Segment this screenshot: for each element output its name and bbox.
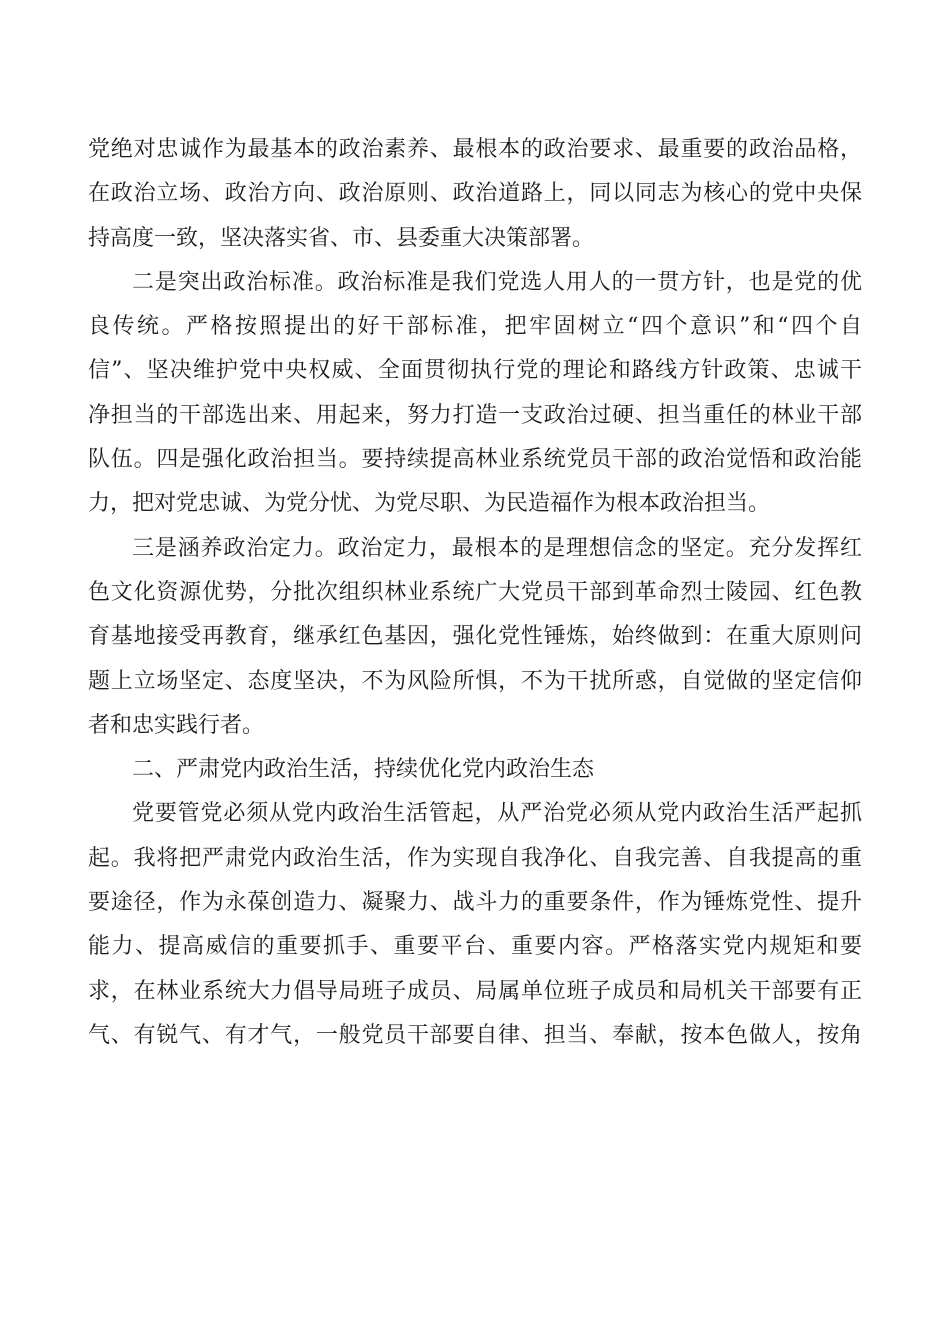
paragraph-2-line-6: 力，把对党忠诚、为党分忧、为党尽职、为民造福作为根本政治担当。 (88, 491, 771, 517)
document-body (88, 128, 862, 1058)
paragraph-5-line-2: 起。我将把严肃党内政治生活，作为实现自我净化、自我完善、自我提高的重 (88, 845, 862, 871)
paragraph-5-line-4: 能力、提高威信的重要抓手、重要平台、重要内容。严格落实党内规矩和要 (88, 934, 862, 960)
paragraph-5-line-6: 气、有锐气、有才气，一般党员干部要自律、担当、奉献，按本色做人，按角 (88, 1022, 862, 1048)
paragraph-2-line-4: 净担当的干部选出来、用起来，努力打造一支政治过硬、担当重任的林业干部 (88, 402, 862, 428)
paragraph-2-line-3: 信”、坚决维护党中央权威、全面贯彻执行党的理论和路线方针政策、忠诚干 (88, 358, 862, 384)
paragraph-5-line-3: 要途径，作为永葆创造力、凝聚力、战斗力的重要条件，作为锤炼党性、提升 (88, 890, 862, 916)
paragraph-1-line-1: 党绝对忠诚作为最基本的政治素养、最根本的政治要求、最重要的政治品格， (88, 137, 862, 162)
paragraph-1-line-3: 持高度一致，坚决落实省、市、县委重大决策部署。 (88, 225, 595, 251)
paragraph-3-line-3: 育基地接受再教育，继承红色基因，强化党性锤炼，始终做到：在重大原则问 (88, 624, 862, 650)
paragraph-2-line-1: 二是突出政治标准。政治标准是我们党选人用人的一贯方针，也是党的优 (132, 269, 862, 295)
paragraph-3-line-2: 色文化资源优势，分批次组织林业系统广大党员干部到革命烈士陵园、红色教 (88, 579, 862, 605)
paragraph-3-line-5: 者和忠实践行者。 (88, 712, 265, 738)
paragraph-2-line-5: 队伍。四是强化政治担当。要持续提高林业系统党员干部的政治觉悟和政治能 (88, 447, 862, 473)
paragraph-3-line-4: 题上立场坚定、态度坚决，不为风险所惧，不为干扰所惑，自觉做的坚定信仰 (88, 668, 862, 694)
paragraph-1-line-2: 在政治立场、政治方向、政治原则、政治道路上，同以同志为核心的党中央保 (88, 181, 862, 207)
section-heading: 二、严肃党内政治生活，持续优化党内政治生态 (132, 757, 595, 783)
paragraph-3-line-1: 三是涵养政治定力。政治定力，最根本的是理想信念的坚定。充分发挥红 (132, 535, 862, 561)
paragraph-5-line-5: 求，在林业系统大力倡导局班子成员、局属单位班子成员和局机关干部要有正 (88, 978, 862, 1004)
paragraph-2-line-2: 良传统。严格按照提出的好干部标准，把牢固树立“四个意识”和“四个自 (88, 314, 862, 340)
paragraph-5-line-1: 党要管党必须从党内政治生活管起，从严治党必须从党内政治生活严起抓 (132, 801, 862, 827)
